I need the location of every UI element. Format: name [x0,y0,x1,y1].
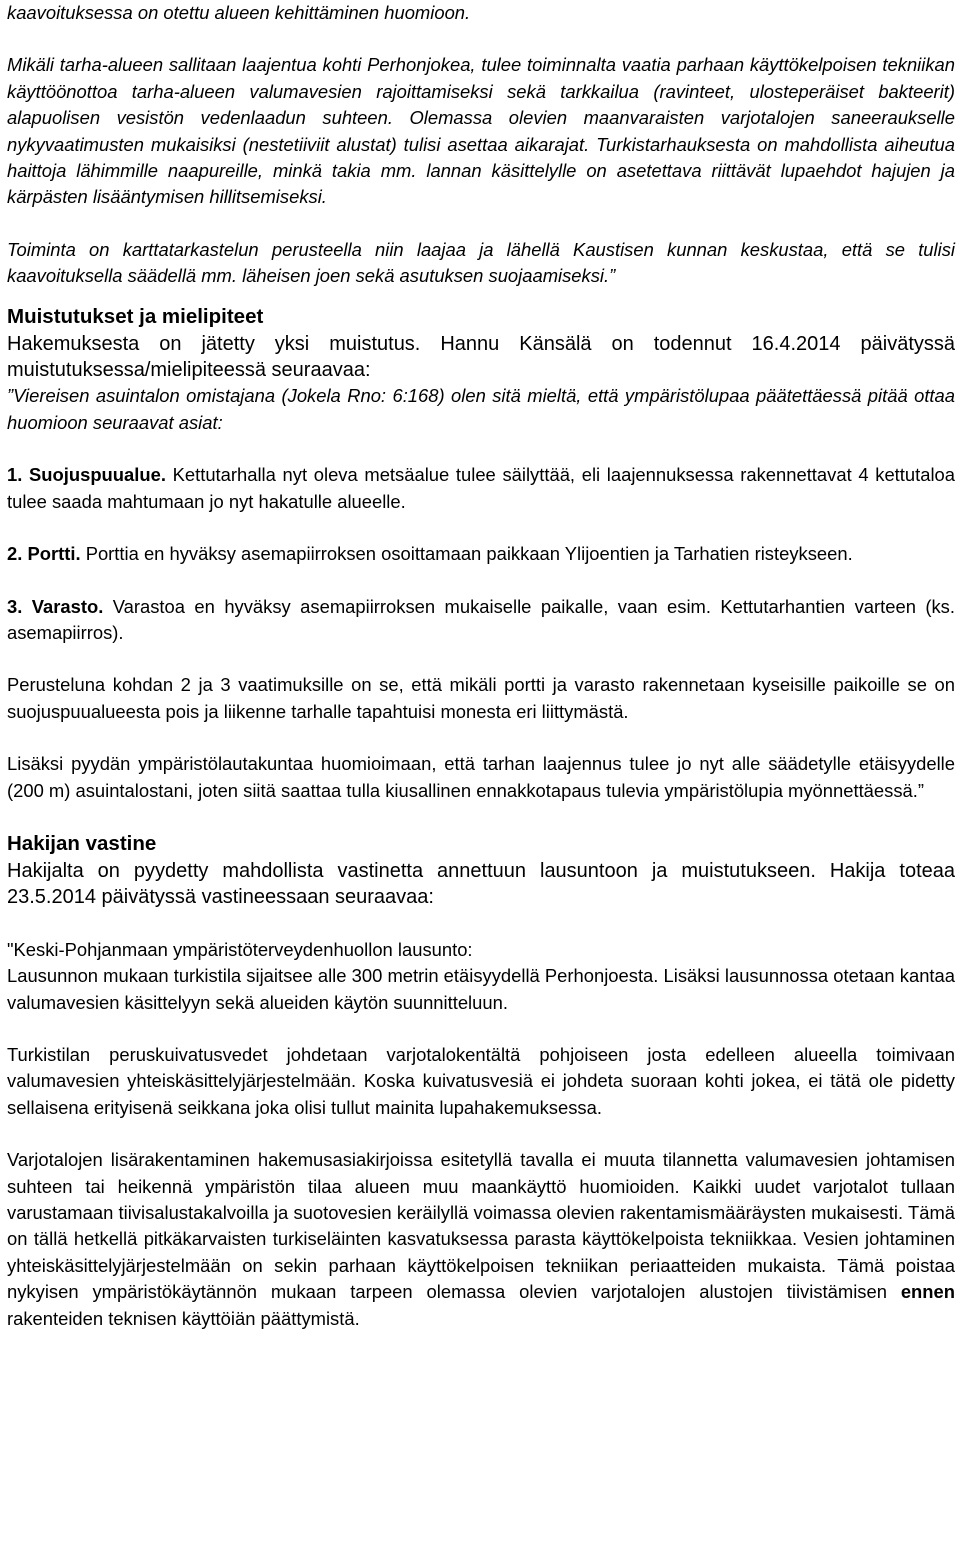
perusteluna-paragraph: Perusteluna kohdan 2 ja 3 vaatimuksille on se, että mikäli portti ja varasto rakennetaan kyseisille paikoille se on suojuspuualueesta pois ja liikenne tarhalle tapahtuisi monesta eri liittymästä. [7,674,955,722]
item-3-paragraph [7,594,955,647]
hakijalta-paragraph: Hakijalta on pyydetty mahdollista vastinetta annettuun lausuntoon ja muistutukseen. Hakija toteaa 23.5.2014 päivätyssä vastineessaan seuraavaa: [7,859,955,909]
item-2-text: Porttia en hyväksy asemapiirroksen osoittamaan paikkaan Ylijoentien ja Tarhatien risteykseen. [80,543,853,565]
hakijan-vastine-heading: Hakijan vastine [7,831,157,855]
varjotalojen-paragraph [7,1147,955,1332]
item-2-label: 2. Portti. [7,543,81,565]
item-3-label: 3. Varasto. [7,595,104,617]
item-1-paragraph [7,462,955,515]
lisaksi-paragraph: Lisäksi pyydän ympäristölautakuntaa huomioimaan, että tarhan laajennus tulee jo nyt alle säädetylle etäisyydelle (200 m) asuintalostani, joten siitä saattaa tulla kiusallinen ennakkotapaus tulevia ympäristölupia myönnettäessä.” [7,753,955,801]
turkistilan-paragraph: Turkistilan peruskuivatusvedet johdetaan varjotalokentältä pohjoiseen josta edelleen alueella toimivaan valumavesien yhteiskäsittelyjärjestelmään. Koska kuivatusvesiä ei johdeta suoraan kohti jokea, ei tätä ole pidetty sellaisena erityisenä seikkana joka olisi tullut mainita lupahakemuksessa. [7,1043,955,1118]
varjotalojen-emphasis: ennen [900,1281,955,1303]
lausunnon-paragraph: Lausunnon mukaan turkistila sijaitsee alle 300 metrin etäisyydellä Perhonjoesta. Lisäksi lausunnossa otetaan kantaa valumavesien käsittelyyn sekä alueiden käytön suunnitteluun. [7,965,955,1013]
varjotalojen-post: rakenteiden teknisen käyttöiän päättymistä. [7,1307,360,1329]
tarha-paragraph: Mikäli tarha-alueen sallitaan laajentua kohti Perhonjokea, tulee toiminnalta vaatia parhaan käyttökelpoisen tekniikan käyttöönottoa tarha-alueen valumavesien rajoittamiseksi sekä tarkkailua (ravinteet, ulosteperäiset bakteerit) alapuolisen vesistön vedenlaadun suhteen. Olemassa olevien maanvaraisten varjotalojen saneeraukselle nykyvaatimusten mukaisiksi (nestetiiviit alustat) tulisi asettaa aikarajat. Turkistarhauksesta on mahdollista aiheutua haittoja lähimmille naapureille, minkä takia mm. lannan käsittelylle on asetettava riittävät lupaehdot hajujen ja kärpästen lisääntymisen hillitsemiseksi. [7,54,955,208]
viereisen-paragraph: ”Viereisen asuintalon omistajana (Jokela Rno: 6:168) olen sitä mieltä, että ympäristölupaa päätettäessä pitää ottaa huomioon seuraavat asiat: [7,385,955,433]
item-1-label: 1. Suojuspuualue. [7,464,166,486]
keski-pohjanmaa-title: "Keski-Pohjanmaan ympäristöterveydenhuollon lausunto: [7,938,473,960]
item-3-text: Varastoa en hyväksy asemapiirroksen mukaiselle paikalle, vaan esim. Kettutarhantien varteen (ks. asemapiirros). [7,595,955,643]
muistutukset-heading: Muistutukset ja mielipiteet [7,304,264,328]
varjotalojen-pre: Varjotalojen lisärakentaminen hakemusasiakirjoissa esitetyllä tavalla ei muuta tilannetta valumavesien johtamisen suhteen tai heikennä ympäristön tilaa alueen muu maankäyttö huomioiden. Kaikki uudet varjotalot tullaan varustamaan tiivisalustakalvoilla ja suotovesien keräilyllä voimassa olevien rakentamismääräysten mukaisesti. Tämä on tällä hetkellä pitkäkarvaisten turkiseläinten kasvatuksessa parasta käyttökelpoista tekniikkaa. Vesien johtaminen yhteiskäsittelyjärjestelmään on sekin parhaan käyttökelpoisen tekniikan periaatteiden mukaista. Tämä poistaa nykyisen ympäristökäytännön mukaan tarpeen olemassa olevien varjotalojen alustojen tiivistämisen [7,1149,955,1303]
intro-tail-paragraph: kaavoituksessa on otettu alueen kehittäminen huomioon. [7,2,471,23]
hakemuksesta-paragraph: Hakemuksesta on jätetty yksi muistutus. Hannu Känsälä on todennut 16.4.2014 päivätyssä muistutuksessa/mielipiteessä seuraavaa: [7,332,955,382]
item-1-text: Kettutarhalla nyt oleva metsäalue tulee säilyttää, eli laajennuksessa rakennettavat 4 kettutaloa tulee saada mahtumaan jo nyt hakatulle alueelle. [7,464,955,512]
document-page [7,0,955,1332]
item-2-paragraph [7,541,955,567]
toiminta-paragraph: Toiminta on karttatarkastelun perusteella niin laajaa ja lähellä Kaustisen kunnan keskustaa, että se tulisi kaavoituksella säädellä mm. läheisen joen sekä asutuksen suojaamiseksi.” [7,238,955,287]
